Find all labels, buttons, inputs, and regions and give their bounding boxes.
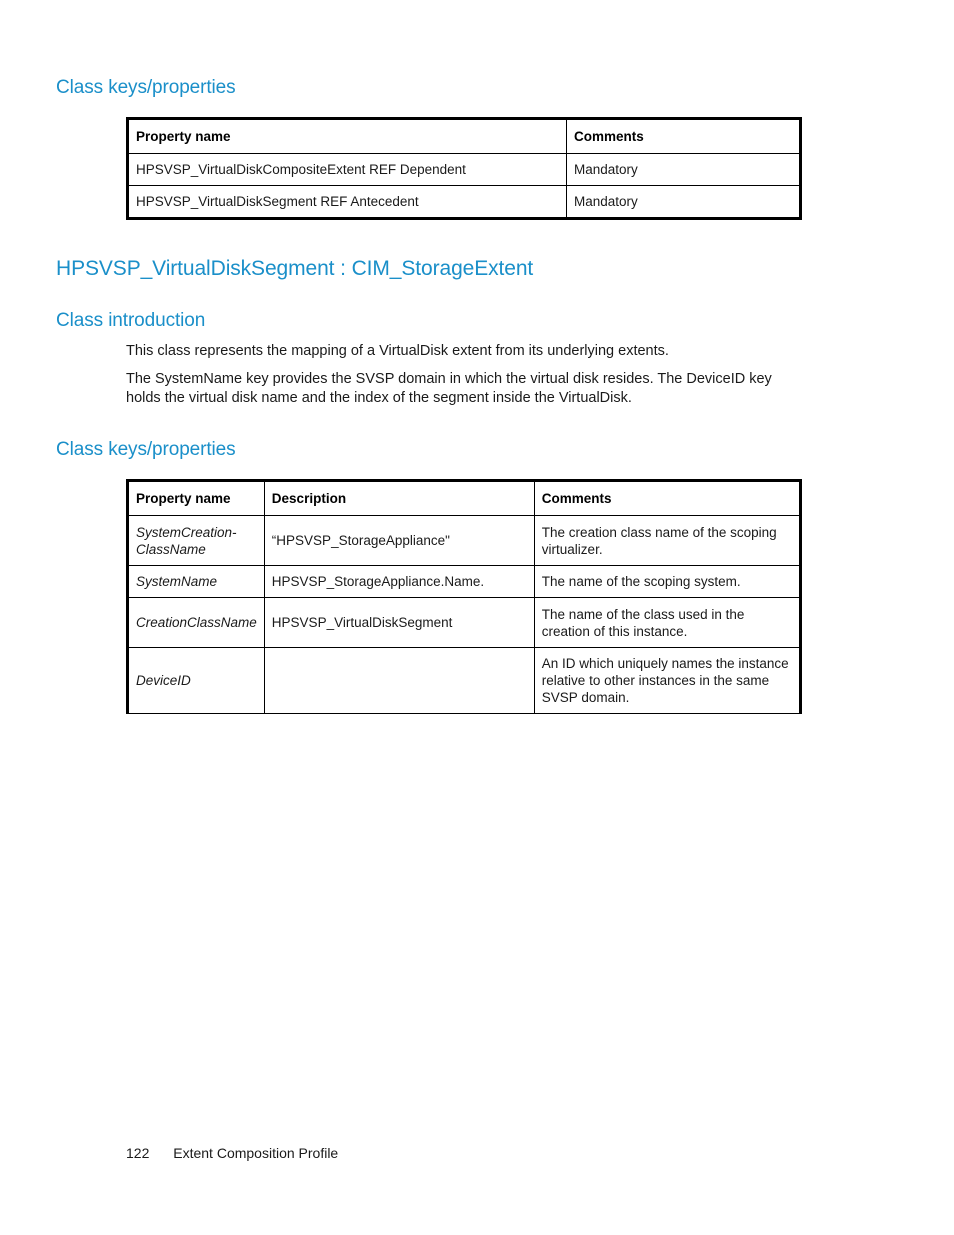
table-row: [128, 566, 801, 598]
table-header-row: [128, 119, 801, 154]
header-comments: Comments: [567, 119, 801, 154]
cell-property-name: CreationClassName: [128, 598, 265, 648]
cell-property-name: HPSVSP_VirtualDiskSegment REF Antecedent: [128, 186, 567, 219]
cell-property-name: HPSVSP_VirtualDiskCompositeExtent REF Dependent: [128, 154, 567, 186]
cell-description: HPSVSP_StorageAppliance.Name.: [264, 566, 534, 598]
cell-comments: The creation class name of the scoping virtualizer.: [534, 516, 800, 566]
cell-description: [264, 648, 534, 714]
cell-comments: The name of the class used in the creation of this instance.: [534, 598, 800, 648]
section-heading-class-keys-1: Class keys/properties: [56, 77, 236, 98]
cell-comments: An ID which uniquely names the instance relative to other instances in the same SVSP domain.: [534, 648, 800, 714]
cell-description: HPSVSP_VirtualDiskSegment: [264, 598, 534, 648]
section-heading-class-keys-2: Class keys/properties: [56, 439, 236, 460]
cell-property-name: SystemName: [128, 566, 265, 598]
table-row: [128, 598, 801, 648]
header-property-name: Property name: [128, 481, 265, 516]
page-number: 122: [126, 1145, 150, 1161]
cell-property-name: SystemCreation-ClassName: [128, 516, 265, 566]
cell-comments: Mandatory: [567, 154, 801, 186]
intro-paragraph-2: The SystemName key provides the SVSP domain in which the virtual disk resides. The DeviceID key holds the virtual disk name and the index of the segment inside the VirtualDisk.: [126, 371, 772, 406]
section-heading-class-introduction: Class introduction: [56, 310, 206, 331]
page-footer: [126, 1145, 338, 1161]
class-title: HPSVSP_VirtualDiskSegment : CIM_StorageExtent: [56, 257, 534, 280]
table-header-row: [128, 481, 801, 516]
table-row: [128, 186, 801, 219]
cell-description: “HPSVSP_StorageAppliance": [264, 516, 534, 566]
header-description: Description: [264, 481, 534, 516]
footer-title: Extent Composition Profile: [173, 1145, 339, 1161]
table-row: [128, 648, 801, 714]
cell-comments: The name of the scoping system.: [534, 566, 800, 598]
header-property-name: Property name: [128, 119, 567, 154]
cell-property-name: DeviceID: [128, 648, 265, 714]
table-row: [128, 516, 801, 566]
table-row: [128, 154, 801, 186]
cell-comments: Mandatory: [567, 186, 801, 219]
header-comments: Comments: [534, 481, 800, 516]
intro-paragraph-1: This class represents the mapping of a VirtualDisk extent from its underlying extents.: [126, 343, 669, 359]
class-keys-table-1: [126, 117, 802, 220]
class-keys-table-2: [126, 479, 802, 714]
